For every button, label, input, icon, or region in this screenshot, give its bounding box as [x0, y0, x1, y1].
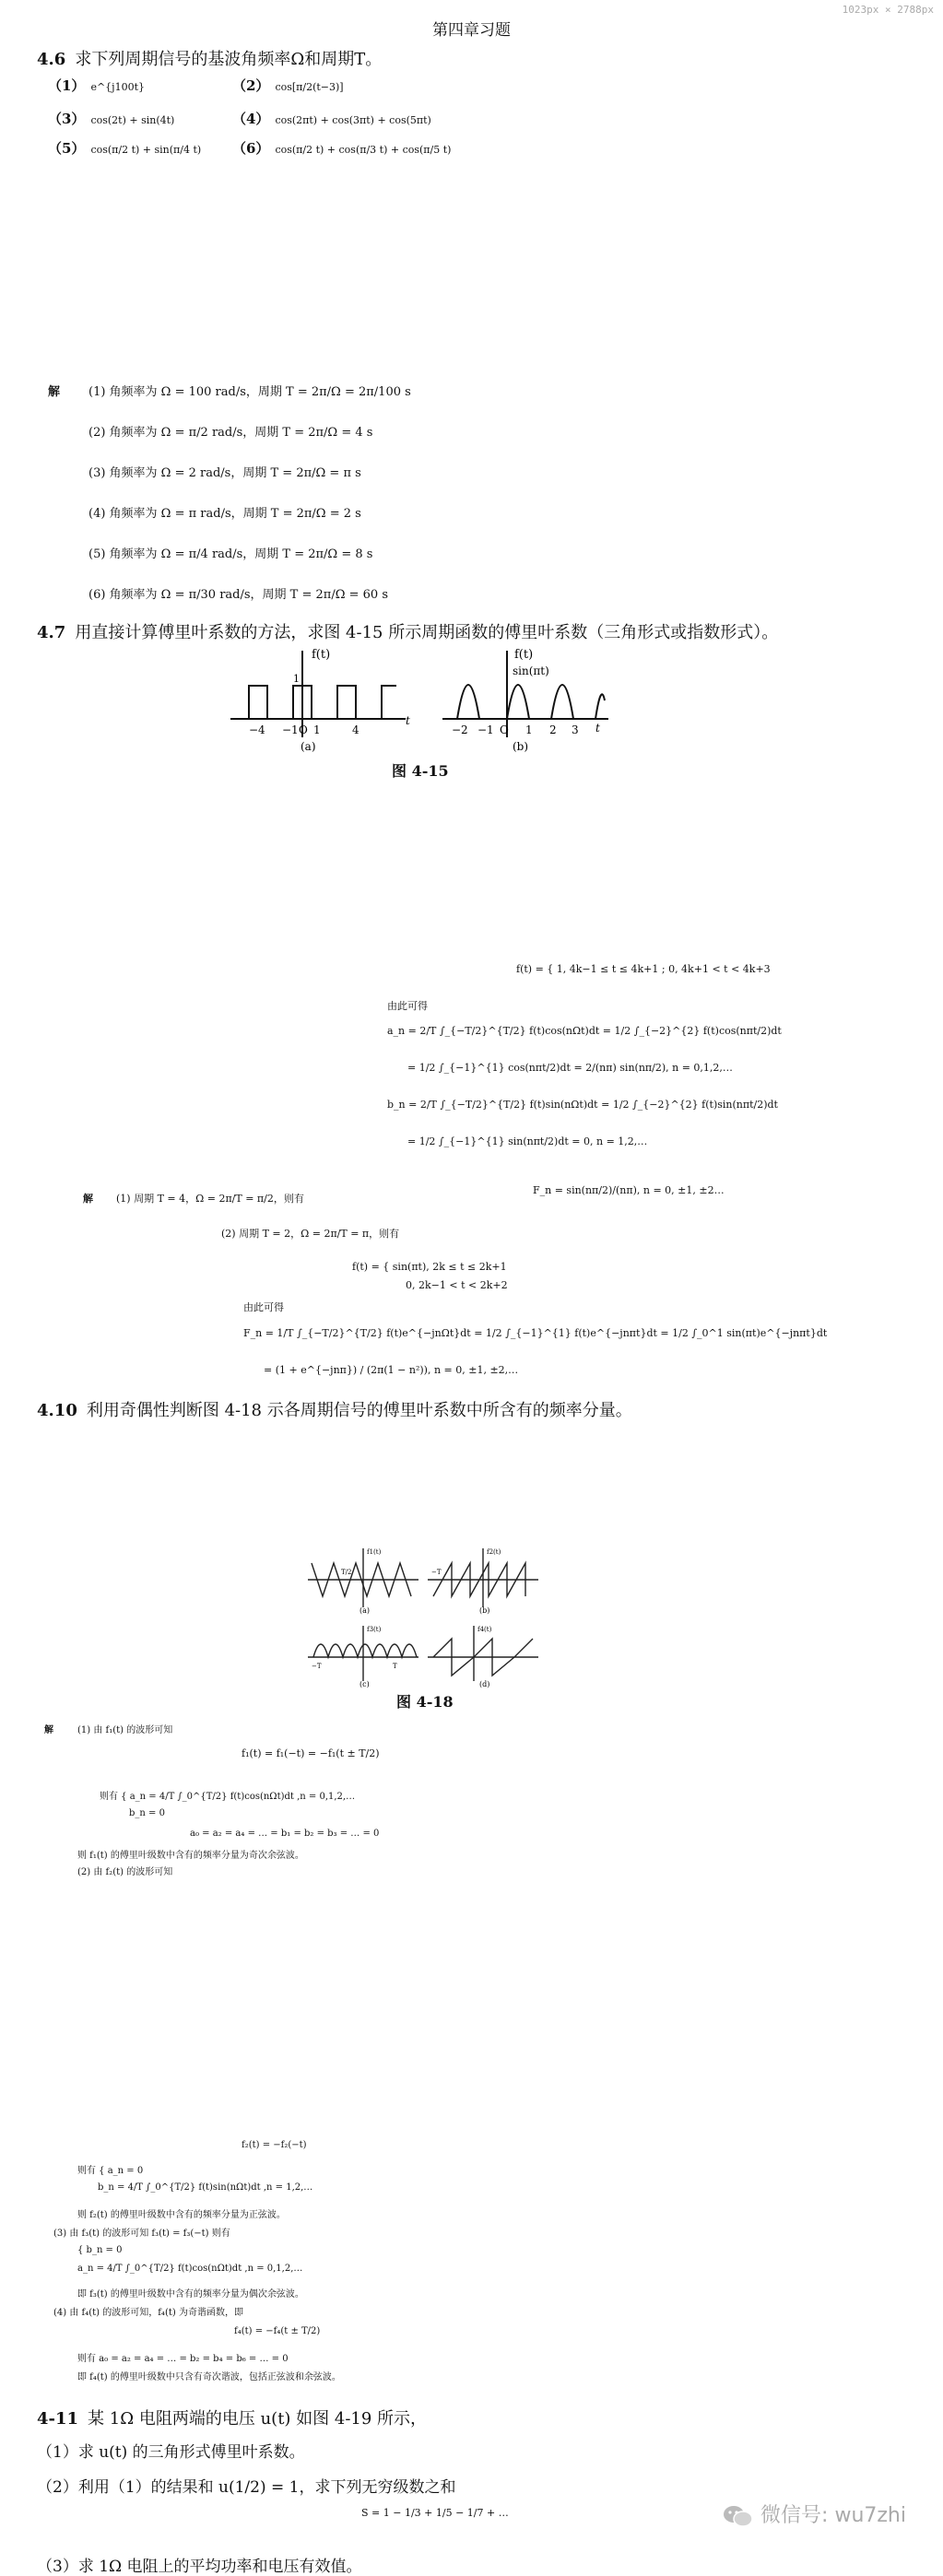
fig-18d-caption: (d) — [479, 1680, 490, 1688]
fig-b-ylabel: f(t) — [514, 648, 534, 662]
sol47-derive2: 由此可得 — [243, 1301, 284, 1313]
sol47-fn2: F_n = 1/T ∫_{−T/2}^{T/2} f(t)e^{−jnΩt}dt = 1/2 ∫_{−1}^{1} f(t)e^{−jnπt}dt = 1/2 ∫_0^1 sin(πt)e^{−jnπt}dt — [243, 1327, 828, 1339]
sol47-bn2: = 1/2 ∫_{−1}^{1} sin(nπt/2)dt = 0, n = 1,2,… — [407, 1135, 648, 1147]
fig-18a-halfT: T/2 — [341, 1569, 352, 1576]
image-size-badge: 1023px × 2788px — [842, 4, 934, 16]
sol410-l1: (1) 由 f₁(t) 的波形可知 — [77, 1725, 173, 1735]
figure-caption: 图 4-15 — [392, 762, 449, 780]
fig-b-tick: 2 — [549, 723, 557, 736]
sol46-line-6: (6) 角频率为 Ω = π/30 rad/s，周期 T = 2π/Ω = 60 s — [88, 588, 388, 602]
sol410-l14: a_n = 4/T ∫_0^{T/2} f(t)cos(nΩt)dt ,n = 0,1,2,… — [77, 2264, 303, 2274]
fig-b-tick: O — [500, 723, 509, 736]
sol46-line-4: (4) 角频率为 Ω = π rad/s，周期 T = 2π/Ω = 2 s — [88, 507, 361, 521]
sol47-ft2b: 0, 2k−1 < t < 2k+2 — [406, 1279, 508, 1291]
fig-b-caption: (b) — [513, 740, 529, 753]
fig-b-tick: 1 — [525, 723, 533, 736]
fig-b-t: t — [595, 722, 600, 735]
fig-18c-ylabel: f3(t) — [367, 1626, 382, 1633]
sol46-line-5: (5) 角频率为 Ω = π/4 rad/s，周期 T = 2π/Ω = 8 s — [88, 547, 373, 561]
figure-4-18b — [428, 1548, 538, 1607]
fig-a-tick: 4 — [352, 723, 360, 736]
fig-a-tick: O — [299, 723, 308, 736]
sol410-l10: b_n = 4/T ∫_0^{T/2} f(t)sin(nΩt)dt ,n = 1,2,… — [98, 2182, 313, 2193]
fig-a-tick: 1 — [313, 723, 321, 736]
chapter-title: 第四章习题 — [432, 21, 511, 40]
fig-a-ylabel: f(t) — [312, 648, 331, 662]
sol410-l3: 则有 { a_n = 4/T ∫_0^{T/2} f(t)cos(nΩt)dt ,n = 0,1,2,… — [100, 1792, 356, 1802]
figure-4-18 — [304, 1543, 544, 1690]
q46-item-3: （3） cos(2t) + sin(4t) — [48, 111, 175, 127]
question-text: 求下列周期信号的基波角频率Ω和周期T。 — [75, 50, 383, 69]
sol410-l15: 即 f₃(t) 的傅里叶级数中含有的频率分量为偶次余弦波。 — [77, 2289, 304, 2300]
figure-4-18a — [308, 1548, 418, 1607]
q46-item-1: （1） e^{j100t} — [48, 77, 145, 94]
sol47-bn1: b_n = 2/T ∫_{−T/2}^{T/2} f(t)sin(nΩt)dt = 1/2 ∫_{−2}^{2} f(t)sin(nπt/2)dt — [387, 1099, 778, 1111]
sol46-line-3: (3) 角频率为 Ω = 2 rad/s，周期 T = 2π/Ω = π s — [88, 466, 361, 480]
fig-a-tick: −1 — [282, 723, 299, 736]
fig-b-curve-label: sin(πt) — [513, 665, 549, 677]
question-number: 4.6 — [37, 50, 66, 69]
q411-item-2: （2）利用（1）的结果和 u(1/2) = 1，求下列无穷级数之和 — [37, 2478, 456, 2497]
sol47-part1: (1) 周期 T = 4，Ω = 2π/T = π/2，则有 — [116, 1193, 304, 1205]
sol410-l8: f₂(t) = −f₂(−t) — [242, 2140, 307, 2150]
sol47-derive: 由此可得 — [387, 1000, 428, 1012]
fig-b-tick: −1 — [477, 723, 494, 736]
sol410-l4: b_n = 0 — [129, 1808, 165, 1818]
sol47-ft: f(t) = { 1, 4k−1 ≤ t ≤ 4k+1 ; 0, 4k+1 < t < 4k+3 — [516, 963, 771, 975]
figure-4-15 — [221, 645, 618, 756]
sol410-l9: 则有 { a_n = 0 — [77, 2166, 144, 2176]
q411-item-3: （3）求 1Ω 电阻上的平均功率和电压有效值。 — [37, 2558, 362, 2576]
q46-item-6: （6） cos(π/2 t) + cos(π/3 t) + cos(π/5 t) — [232, 140, 452, 157]
fig-18d-ylabel: f4(t) — [477, 1626, 492, 1633]
fig-a-one: 1 — [293, 673, 300, 685]
fig-a-caption: (a) — [301, 740, 316, 753]
sol410-l2: f₁(t) = f₁(−t) = −f₁(t ± T/2) — [242, 1747, 380, 1759]
question-4-7: 4.7 用直接计算傅里叶系数的方法，求图 4-15 所示周期函数的傅里叶系数（三角形式或指数形式）。 — [37, 623, 779, 642]
sol410-l17: f₄(t) = −f₄(t ± T/2) — [234, 2326, 321, 2336]
q46-item-4: （4） cos(2πt) + cos(3πt) + cos(5πt) — [232, 111, 431, 127]
fig-18b-caption: (b) — [479, 1606, 490, 1615]
solution-label: 解 — [83, 1193, 93, 1205]
sol410-l11: 则 f₂(t) 的傅里叶级数中含有的频率分量为正弦波。 — [77, 2210, 286, 2220]
fig-a-tick: −4 — [249, 723, 265, 736]
fig-18c-posT: T — [393, 1663, 397, 1670]
wechat-icon — [722, 2504, 753, 2528]
q46-item-2: （2） cos[π/2(t−3)] — [232, 77, 344, 94]
sol410-l13: { b_n = 0 — [77, 2245, 123, 2255]
sol410-l5: a₀ = a₂ = a₄ = … = b₁ = b₂ = b₃ = … = 0 — [190, 1829, 380, 1839]
fig-b-tick: −2 — [452, 723, 468, 736]
watermark-text: 微信号: wu7zhi — [760, 2504, 906, 2527]
sol47-fn: F_n = sin(nπ/2)/(nπ), n = 0, ±1, ±2… — [533, 1184, 725, 1196]
watermark — [722, 2500, 906, 2528]
sol410-l18: 则有 a₀ = a₂ = a₄ = … = b₂ = b₄ = b₆ = … = 0 — [77, 2354, 289, 2364]
q411-series: S = 1 − 1/3 + 1/5 − 1/7 + … — [361, 2507, 509, 2519]
fig-18b-negT: −T — [431, 1569, 442, 1576]
sol47-an2: = 1/2 ∫_{−1}^{1} cos(nπt/2)dt = 2/(nπ) sin(nπ/2), n = 0,1,2,… — [407, 1062, 733, 1074]
sol47-ft2a: f(t) = { sin(πt), 2k ≤ t ≤ 2k+1 — [352, 1261, 507, 1273]
fig-a-t: t — [406, 714, 410, 727]
sol47-fn3: = (1 + e^{−jnπ}) / (2π(1 − n²)), n = 0, ±1, ±2,… — [264, 1364, 519, 1376]
fig-18a-caption: (a) — [360, 1606, 371, 1615]
sol410-l19: 即 f₄(t) 的傅里叶级数中只含有奇次谐波，包括正弦波和余弦波。 — [77, 2372, 341, 2382]
question-4-10: 4.10 利用奇偶性判断图 4-18 示各周期信号的傅里叶系数中所含有的频率分量。 — [37, 1401, 632, 1420]
sol410-l6: 则 f₁(t) 的傅里叶级数中含有的频率分量为奇次余弦波。 — [77, 1851, 304, 1861]
fig-18c-caption: (c) — [360, 1680, 370, 1688]
figure-caption: 图 4-18 — [396, 1693, 454, 1711]
fig-18b-ylabel: f2(t) — [487, 1548, 501, 1556]
figure-4-18c — [308, 1626, 418, 1681]
solution-label: 解 — [44, 1725, 53, 1735]
solution-label: 解 — [48, 385, 61, 399]
fig-18a-ylabel: f1(t) — [367, 1548, 382, 1556]
question-4-11: 4-11 某 1Ω 电阻两端的电压 u(t) 如图 4-19 所示， — [37, 2409, 428, 2429]
sol47-an1: a_n = 2/T ∫_{−T/2}^{T/2} f(t)cos(nΩt)dt = 1/2 ∫_{−2}^{2} f(t)cos(nπt/2)dt — [387, 1025, 782, 1037]
figure-4-18d — [428, 1626, 538, 1681]
question-4-6 — [37, 46, 382, 70]
sol46-line-2: (2) 角频率为 Ω = π/2 rad/s，周期 T = 2π/Ω = 4 s — [88, 426, 373, 440]
fig-18c-negT: −T — [312, 1663, 322, 1670]
sol46-line-1: (1) 角频率为 Ω = 100 rad/s，周期 T = 2π/Ω = 2π/100 s — [88, 385, 411, 399]
sol47-part2: (2) 周期 T = 2，Ω = 2π/T = π，则有 — [221, 1228, 400, 1240]
sol410-l7: (2) 由 f₂(t) 的波形可知 — [77, 1867, 173, 1877]
q411-item-1: （1）求 u(t) 的三角形式傅里叶系数。 — [37, 2443, 305, 2462]
sol410-l12: (3) 由 f₃(t) 的波形可知 f₃(t) = f₃(−t) 则有 — [53, 2229, 230, 2239]
sol410-l16: (4) 由 f₄(t) 的波形可知，f₄(t) 为奇谐函数，即 — [53, 2308, 243, 2318]
q46-item-5: （5） cos(π/2 t) + sin(π/4 t) — [48, 140, 202, 157]
fig-b-tick: 3 — [572, 723, 579, 736]
